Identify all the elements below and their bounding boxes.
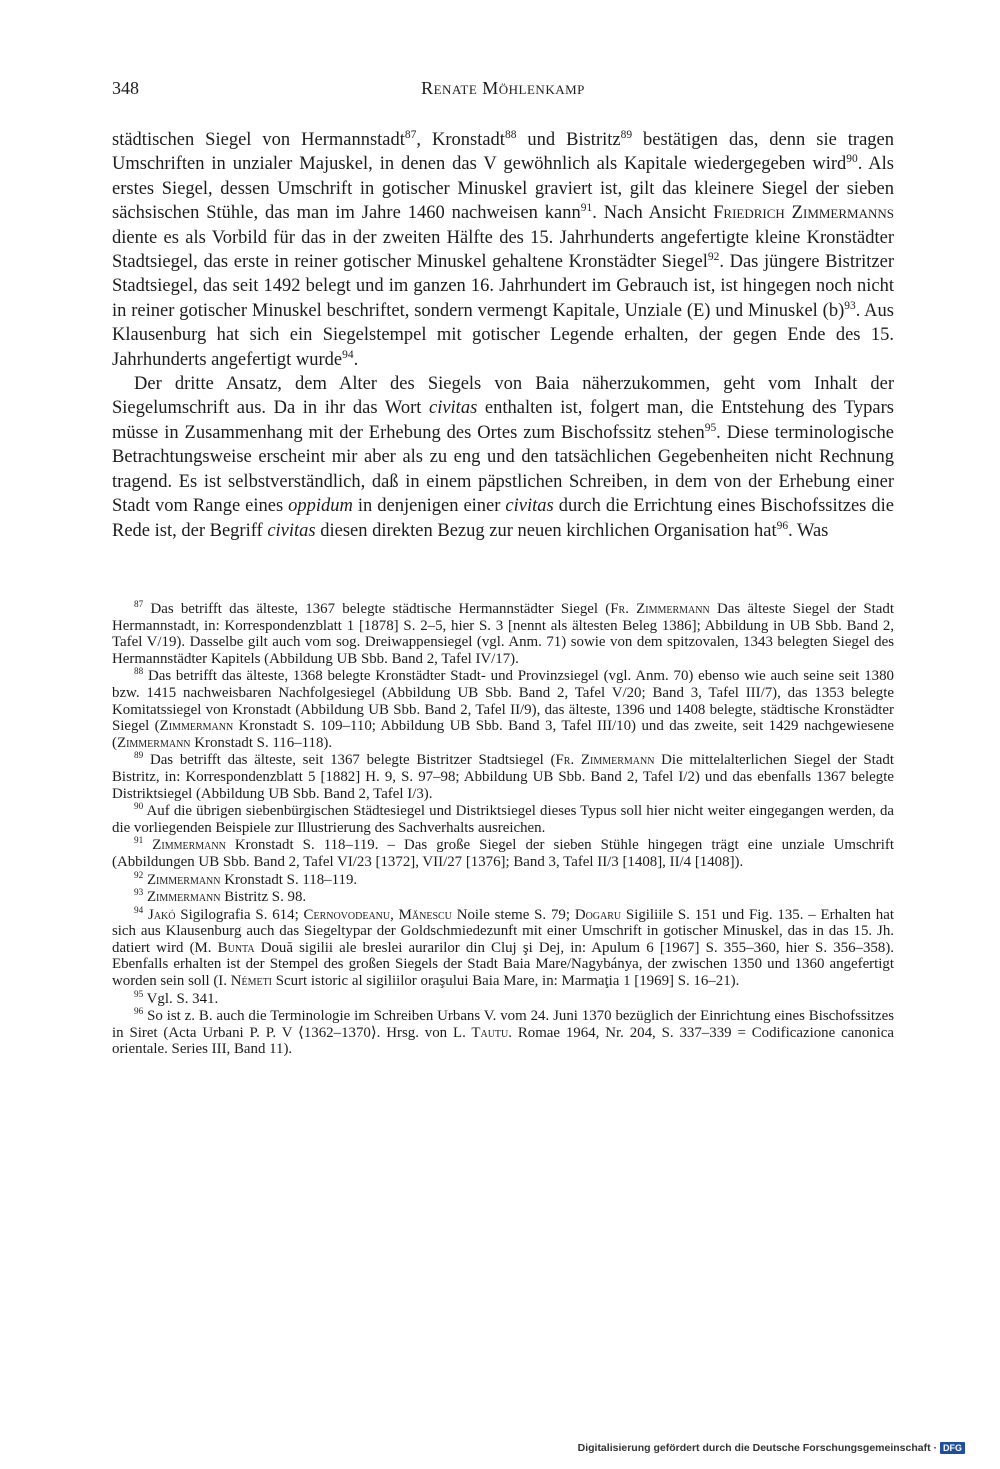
footnote-ref-94[interactable]: 94: [342, 348, 354, 361]
footnote-ref-89[interactable]: 89: [620, 128, 633, 141]
footnote-87: $^{87}$ Das betrifft das älteste, 1367 belegte städtische Hermannstädter Siegel (Fr. Zimmermann Das älteste Siegel der Stadt Hermannstadt, in: Korrespondenzblatt 1 [1878] S. 2–5, hier S. 3 [nennt als ältesten Beleg 1386]; Abbildung in UB Sbb. Band 2, Tafel V/19). Dasselbe gilt auch vom sog. Dreiwappensiegel (vgl. Anm. 71) sowie von dem spitzovalen, 1343 belegten Siegel des Hermannstädter Kapitels (Abbildung UB Sbb. Band 2, Tafel IV/17).: [112, 599, 894, 667]
digitization-credit: [578, 1442, 965, 1454]
paragraph-1: städtischen Siegel von Hermannstadt$^{87}$, Kronstadt$^{88}$ und Bistritz$^{89}$ bestätigen das, denn sie tragen Umschriften in unzialer Majuskel, in denen das V gewöhnlich als Kapitale wiedergegeben wird$^{90}$. Als erstes Siegel, dessen Umschrift in gotischer Minuskel graviert ist, gilt das kleinere Siegel der sieben sächsischen Stühle, das man im Jahre 1460 nachweisen kann$^{91}$. Nach Ansicht Friedrich Zimmermanns diente es als Vorbild für das in der zweiten Hälfte des 15. Jahrhunderts angefertigte kleine Kronstädter Stadtsiegel, das erste in reiner gotischer Minuskel gehaltene Kronstädter Siegel$^{92}$. Das jüngere Bistritzer Stadtsiegel, das seit 1492 belegt und im ganzen 16. Jahrhundert im Gebrauch ist, ist hingegen noch nicht in reiner gotischer Minuskel beschriftet, sondern vermengt Kapitale, Unziale (E) und Minuskel $(b)^{93}$. Aus Klausenburg hat sich ein Siegelstempel mit gotischer Legende erhalten, der gegen Ende des 15. Jahrhunderts angefertigt wurde$^{94}$.: [112, 128, 894, 370]
footnote-88: $^{88}$ Das betrifft das älteste, 1368 belegte Kronstädter Stadt- und Provinzsiegel (vgl. Anm. 70) ebenso wie auch seine seit 1380 bzw. 1415 nachweisbaren Nachfolgesiegel (Abbildung UB Sbb. Band 2, Tafel V/20; Band 3, Tafel III/7), das 1353 belegte Komitatssiegel von Kronstadt (Abbildung UB Sbb. Band 2, Tafel II/9), das älteste, 1396 und 1408 belegte, städtische Kronstädter Siegel (Zimmermann Kronstadt S. 109–110; Abbildung UB Sbb. Band 3, Tafel III/10) und das zweite, seit 1429 nachgewiesene (Zimmermann Kronstadt S. 116–118).: [112, 666, 895, 751]
footnote-ref-93[interactable]: 93: [844, 299, 856, 312]
running-head-author: Renate Möhlenkamp: [421, 78, 585, 98]
footnote-ref-87[interactable]: 87: [404, 128, 417, 141]
page-header: [112, 78, 894, 102]
footnote-ref-96[interactable]: 96: [776, 519, 789, 532]
footnote-ref-91[interactable]: 91: [580, 202, 593, 215]
main-text: [112, 128, 894, 543]
footnote-90: $^{90}$ Auf die übrigen siebenbürgischen Städtesiegel und Distriktsiegel dieses Typus soll hier nicht weiter eingegangen werden, da die vorliegenden Beispiele zur Illustrierung des Sachverhalts ausreichen.: [112, 801, 894, 836]
credit-text: Digitalisierung gefördert durch die Deutsche Forschungsgemeinschaft ·: [577, 1442, 937, 1454]
footnote-92: $^{92}$ Zimmermann Kronstadt S. 118–119.: [134, 869, 358, 888]
footnote-95: $^{95}$ Vgl. S. 341.: [134, 988, 219, 1007]
footnote-ref-88[interactable]: 88: [504, 128, 517, 141]
footnote-96: $^{96}$ So ist z. B. auch die Terminologie im Schreiben Urbans V. vom 24. Juni 1370 bezüglich der Einrichtung eines Bischofssitzes in Siret (Acta Urbani P. P. V ⟨1362–1370⟩. Hrsg. von L. Tautu. Romae 1964, Nr. 204, S. 337–339 = Codificazione canonica orientale. Series III, Band 11).: [112, 1006, 894, 1058]
author-name: Friedrich Zimmermanns: [713, 203, 894, 224]
footnote-ref-90[interactable]: 90: [846, 153, 858, 166]
footnote-91: $^{91}$ Zimmermann Kronstadt S. 118–119. – Das große Siegel der sieben Stühle hingegen trägt eine unziale Umschrift (Abbildungen UB Sbb. Band 2, Tafel VI/23 [1372], VII/27 [1376]; Band 3, Tafel II/3 [1408], II/4 [1408]).: [112, 835, 894, 870]
page-number: 348: [112, 78, 139, 98]
footnote-94: $^{94}$ Jakó Sigilografia S. 614; Cernovodeanu, Mănescu Noile steme S. 79; Dogaru Sigiliile S. 151 und Fig. 135. – Erhalten hat sich aus Klausenburg auch das Siegeltypar der Goldschmiedezunft mit einer Umschrift in gotischer Minuskel, das in das 15. Jh. datiert wird (M. Bunta Două sigilii ale breslei aurarilor din Cluj şi Dej, in: Apulum 6 [1967] S. 355–360, hier S. 356–358). Ebenfalls erhalten ist der Stempel des großen Siegels der Stadt Baia Mare/Nagybánya, der zwischen 1350 und 1360 angefertigt worden sein soll (I. Németi Scurt istoric al sigiliilor oraşului Baia Mare, in: Marmaţia 1 [1969] S. 16–21).: [112, 904, 894, 990]
footnotes-section: [112, 601, 894, 1059]
footnote-93: $^{93}$ Zimmermann Bistritz S. 98.: [134, 887, 307, 906]
footnote-ref-95[interactable]: 95: [704, 421, 717, 434]
footnote-ref-92[interactable]: 92: [707, 250, 720, 263]
dfg-logo: DFG: [940, 1442, 965, 1454]
paragraph-2: Der dritte Ansatz, dem Alter des Siegels von Baia näherzukommen, geht vom Inhalt der Siegelumschrift aus. Da in ihr das Wort civitas enthalten ist, folgert man, die Entstehung des Typars müsse in Zusammenhang mit der Erhebung des Ortes zum Bischofssitz stehen$^{95}$. Diese terminologische Betrachtungsweise erscheint mir aber als zu eng und den tatsächlichen Gegebenheiten nicht Rechnung tragend. Es ist selbstverständlich, daß in einem päpstlichen Schreiben, in dem von der Erhebung einer Stadt vom Range eines oppidum in denjenigen einer civitas durch die Errichtung eines Bischofssitzes die Rede ist, der Begriff civitas diesen direkten Bezug zur neuen kirchlichen Organisation hat$^{96}$. Was: [112, 374, 895, 541]
footnote-89: $^{89}$ Das betrifft das älteste, seit 1367 belegte Bistritzer Stadtsiegel (Fr. Zimmermann Die mittelalterlichen Siegel der Stadt Bistritz, in: Korrespondenzblatt 5 [1882] H. 9, S. 97–98; Abbildung UB Sbb. Band 2, Tafel I/2) und das ebenfalls 1367 belegte Distriktsiegel (Abbildung UB Sbb. Band 2, Tafel I/3).: [112, 750, 895, 802]
